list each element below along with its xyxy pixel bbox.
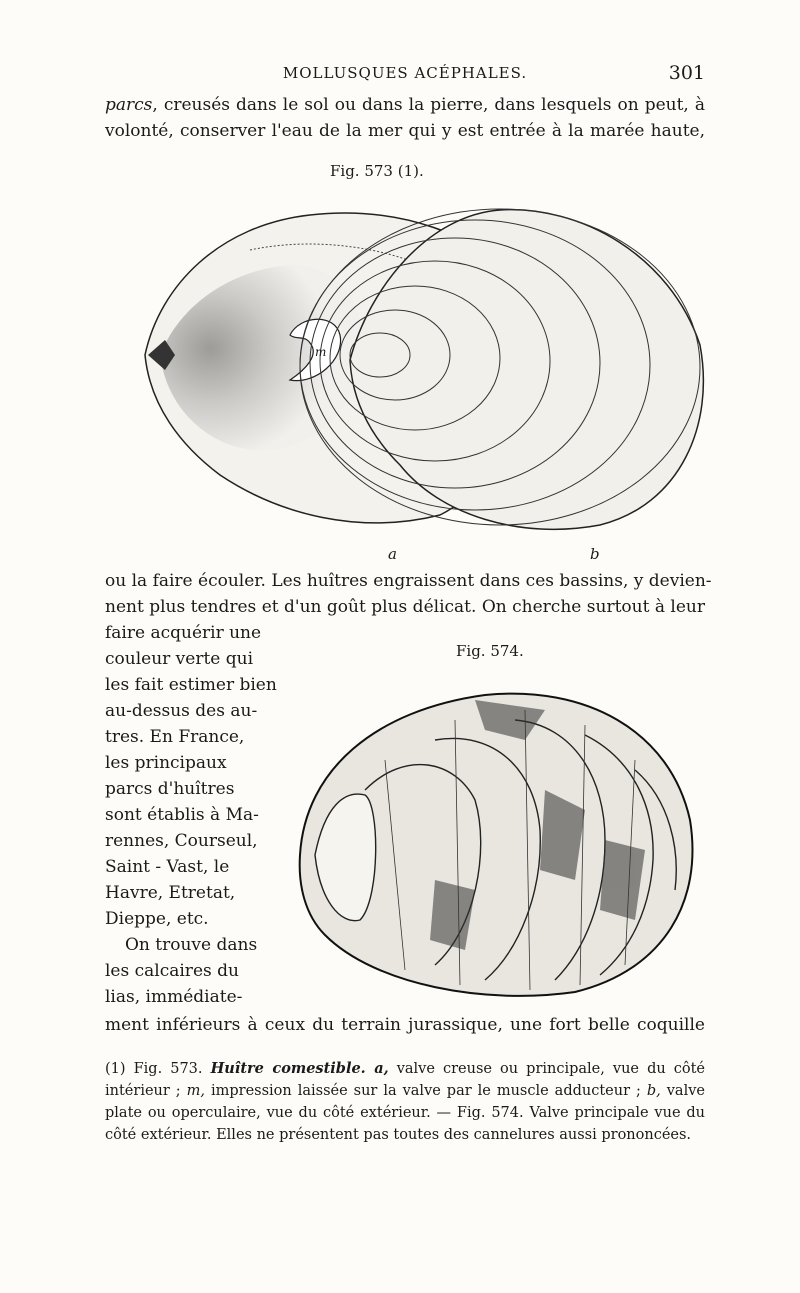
figure-caption-574: Fig. 574. [456, 642, 524, 660]
italic-word: parcs [105, 95, 153, 115]
body-text-top-2 [105, 118, 705, 144]
text-line: ment inférieurs à ceux du terrain jurassique, une fort belle coquille [105, 1015, 705, 1035]
text-line: Saint - Vast, le [105, 857, 230, 877]
text-line: tres. En France, [105, 727, 245, 747]
footnote-bold-italic: Huître comestible. a, [210, 1060, 389, 1077]
body-text-top [105, 92, 705, 118]
footnote-run: impression laissée sur la valve par le muscle adducteur ; [205, 1083, 647, 1099]
body-text-bottom [105, 1012, 705, 1038]
text-line [105, 92, 705, 118]
footnote-run: (1) Fig. 573. [105, 1061, 211, 1077]
footnote-run: valve plate ou operculaire, vue du côté extérieur. — Fig. 574. Valve principale vue du côté extérieur. Elles ne présentent pas toutes des cannelures aussi prononcées. [105, 1083, 705, 1143]
text-line: couleur verte qui [105, 649, 254, 669]
text-line: les principaux [105, 753, 227, 773]
text-line: faire acquérir une [105, 623, 262, 643]
footnote-italic: b, [646, 1083, 661, 1099]
text-run: , creusés dans le sol ou dans la pierre, dans lesquels on peut, à [152, 95, 705, 115]
footnote-run: valve creuse ou principale, vue du côté intérieur ; [105, 1061, 705, 1099]
figure-caption-573: Fig. 573 (1). [330, 162, 424, 180]
label-m: m [315, 345, 327, 359]
footnote [105, 1058, 705, 1146]
oyster-valves-illustration [140, 195, 720, 540]
text-line: sont établis à Ma- [105, 805, 259, 825]
running-header [105, 62, 705, 86]
text-line: volonté, conserver l'eau de la mer qui y est entrée à la marée haute, [105, 121, 705, 141]
narrow-column-text [105, 620, 277, 1010]
text-line: On trouve dans [125, 935, 258, 955]
text-line: nent plus tendres et d'un goût plus délicat. On cherche surtout à leur [105, 597, 705, 617]
label-b: b [590, 545, 600, 563]
text-line: les fait estimer bien [105, 675, 277, 695]
text-line: les calcaires du [105, 961, 239, 981]
footnote-italic: m, [186, 1083, 205, 1099]
page-number: 301 [668, 62, 705, 84]
oyster-shell-illustration [285, 680, 705, 1005]
text-line: ou la faire écouler. Les huîtres engraissent dans ces bassins, y devien- [105, 571, 712, 591]
text-line: Havre, Etretat, [105, 883, 236, 903]
text-line: Dieppe, etc. [105, 909, 209, 929]
body-text-mid [105, 568, 712, 594]
text-line: rennes, Courseul, [105, 831, 258, 851]
text-line: parcs d'huîtres [105, 779, 235, 799]
text-line: lias, immédiate- [105, 987, 243, 1007]
running-title: MOLLUSQUES ACÉPHALES. [282, 64, 528, 82]
label-a: a [388, 545, 397, 563]
body-text-mid-2 [105, 594, 705, 620]
text-line: au-dessus des au- [105, 701, 258, 721]
